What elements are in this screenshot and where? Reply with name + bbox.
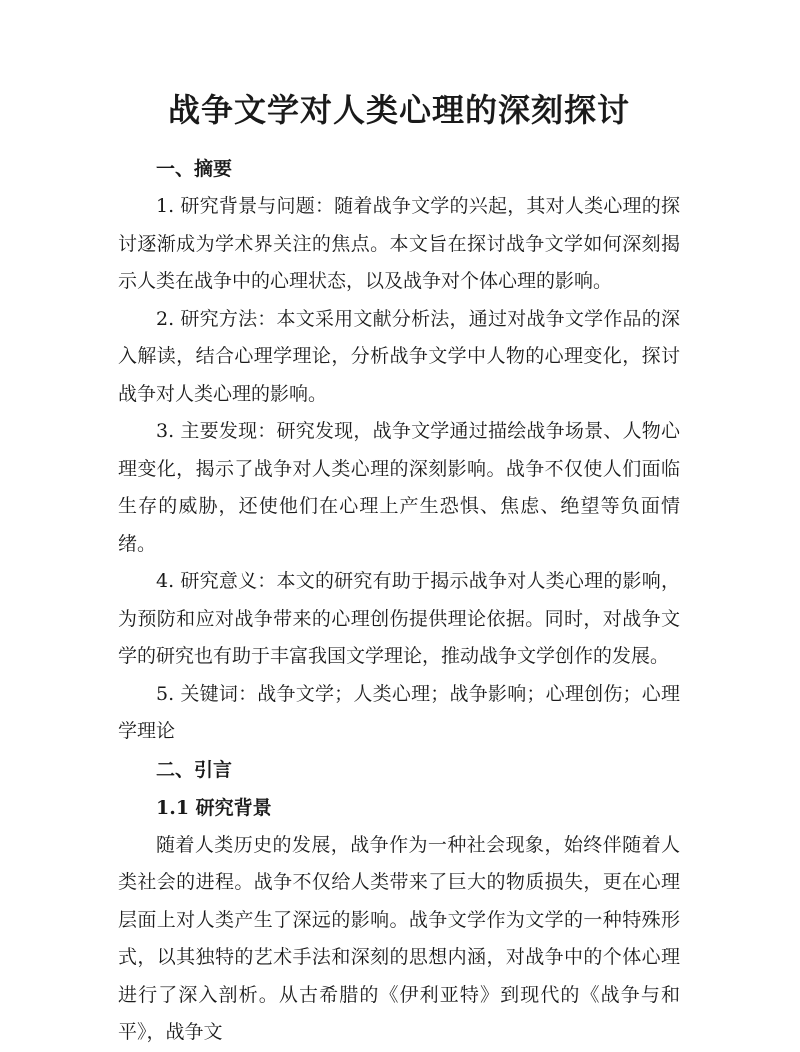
abstract-item-method: 2. 研究方法：本文采用文献分析法，通过对战争文学作品的深入解读，结合心理学理论，分析战争文学中人物的心理变化，探讨战争对人类心理的影响。	[118, 307, 680, 405]
abstract-item-keywords: 5. 关键词：战争文学；人类心理；战争影响；心理创伤；心理学理论	[118, 682, 680, 742]
document-title: 战争文学对人类心理的深刻探讨	[167, 91, 630, 129]
abstract-item-significance: 4. 研究意义：本文的研究有助于揭示战争对人类心理的影响，为预防和应对战争带来的心理创伤提供理论依据。同时，对战争文学的研究也有助于丰富我国文学理论，推动战争文学创作的发展。	[118, 570, 680, 667]
research-background-paragraph: 随着人类历史的发展，战争作为一种社会现象，始终伴随着人类社会的进程。战争不仅给人类带来了巨大的物质损失，更在心理层面上对人类产生了深远的影响。战争文学作为文学的一种特殊形式，以其独特的艺术手法和深刻的思想内涵，对战争中的个体心理进行了深入剖析。从古希腊的《伊利亚特》到现代的《战争与和平》，战争文	[118, 833, 680, 1043]
abstract-heading: 一、摘要	[156, 158, 233, 180]
introduction-section	[118, 751, 680, 1052]
abstract-section	[118, 150, 680, 751]
abstract-item-background: 1. 研究背景与问题：随着战争文学的兴起，其对人类心理的探讨逐渐成为学术界关注的焦点。本文旨在探讨战争文学如何深刻揭示人类在战争中的心理状态，以及战争对个体心理的影响。	[118, 195, 680, 292]
abstract-item-findings: 3. 主要发现：研究发现，战争文学通过描绘战争场景、人物心理变化，揭示了战争对人类心理的深刻影响。战争不仅使人们面临生存的威胁，还使他们在心理上产生恐惧、焦虑、绝望等负面情绪。	[118, 420, 680, 555]
research-background-heading: 1.1 研究背景	[156, 796, 272, 819]
introduction-heading: 二、引言	[156, 758, 233, 781]
